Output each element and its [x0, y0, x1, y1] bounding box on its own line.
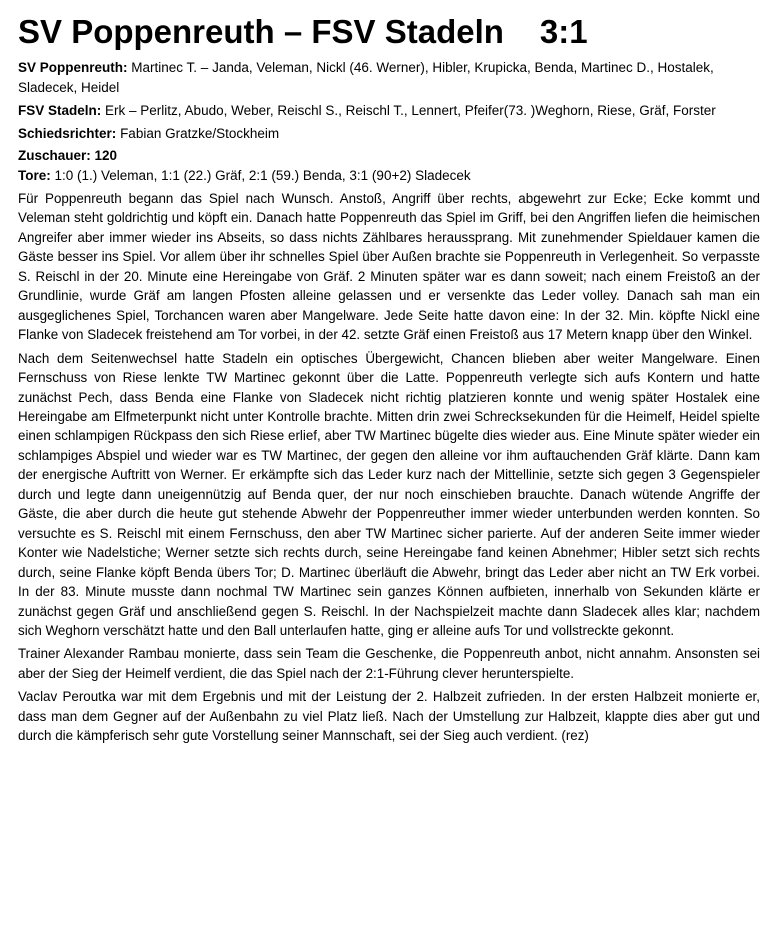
match-score: 3:1 [539, 13, 588, 50]
match-report-document [18, 6, 760, 746]
report-paragraph-2: Nach dem Seitenwechsel hatte Stadeln ein optisches Übergewicht, Chancen blieben aber weiter Mangelware. Einen Fernschuss von Riese lenkte TW Martinec gekonnt über die Latte. Poppenreuth verlegte sich aufs Kontern und hatte zunächst Pech, dass Benda eine Flanke von Sladecek nicht richtig platzieren konnte und wenig später Hostalek eine Hereingabe am Elfmeterpunkt nicht unter Kontrolle brachte. Mitten drin zwei Schrecksekunden für die Heimelf, Heidel spielte einen schlampigen Rückpass den sich Riese erlief, aber TW Martinec bügelte dies wieder aus. Eine Minute später wieder ein schlampiges Abspiel und wieder war es TW Martinec, der gegen den alleine vor ihm auftauchenden Gräf klärte. Dann kam der energische Auftritt von Werner. Er erkämpfte sich das Leder kurz nach der Mittellinie, setzte sich gegen 3 Gegenspieler durch und legte dann uneigennützig auf Benda quer, der nur noch einschieben brauchte. Danach wütende Angriffe der Gäste, die aber durch die heute gut stehende Abwehr der Poppenreuther immer wieder unterbunden werden konnten. So versuchte es S. Reischl mit einem Fernschuss, den aber TW Martinec sicher parierte. Auf der anderen Seite immer wieder Konter wie Nadelstiche; Werner setzte sich rechts durch, seine Hereingabe fand keinen Abnehmer; Hibler setzt sich rechts durch, seine Flanke köpft Benda übers Tor; D. Martinec überläuft die Abwehr, bringt das Leder aber nicht an TW Erk vorbei. In der 83. Minute musste dann nochmal TW Martinec sein ganzes Können aufbieten, innerhalb von Sekunden klärte er zunächst gegen Gräf und anschließend gegen S. Reischl. In der Nachspielzeit machte dann Sladecek alles klar; nachdem sich Weghorn verschätzt hatte und den Ball unterlaufen hatte, ging er alleine aufs Tor und vollstreckte gekonnt. [18, 350, 760, 638]
match-teams: SV Poppenreuth – FSV Stadeln [18, 13, 504, 50]
report-paragraph-1: Für Poppenreuth begann das Spiel nach Wunsch. Anstoß, Angriff über rechts, abgewehrt zur Ecke; Ecke kommt und Veleman steht goldrichtig und köpft ein. Danach hatte Poppenreuth das Spiel im Griff, bei den Angriffen liefen die heimischen Angreifer aber immer wieder ins Abseits, so dass nichts Zählbares heraussprang. Mit zunehmender Spieldauer kamen die Gäste besser ins Spiel. Vor allem über ihr schnelles Spiel über Außen brachte sie Poppenreuth in Verlegenheit. So verpasste S. Reischl in der 20. Minute eine Hereingabe von Gräf. 2 Minuten später war es dann soweit; nach einem Freistoß an der Grundlinie, wurde Gräf am langen Pfosten alleine gelassen und er versenkte das Leder volley. Danach sah man ein ausgeglichenes Spiel, Torchancen waren aber Mangelware. Jede Seite hatte davon eine: In der 32. Min. köpfte Nickl eine Flanke von Sladecek freistehend am Tor vorbei, in der 42. setzte Gräf einen Freistoß aus 17 Metern knapp über den Winkel. [18, 191, 760, 343]
match-title [18, 6, 760, 58]
home-lineup-label: SV Poppenreuth: [18, 60, 128, 75]
report-paragraph-4: Vaclav Peroutka war mit dem Ergebnis und mit der Leistung der 2. Halbzeit zufrieden. In der ersten Halbzeit monierte er, dass man dem Gegner auf der Außenbahn zu viel Platz ließ. Nach der Umstellung zur Halbzeit, klappte dies aber gut und durch die kämpferisch sehr gute Vorstellung seiner Mannschaft, sei der Sieg auch verdient. (rez) [18, 689, 760, 744]
away-lineup-label: FSV Stadeln: [18, 103, 102, 118]
referee-line [18, 124, 760, 144]
referee-value: Fabian Gratzke/Stockheim [120, 126, 280, 141]
report-paragraph-3: Trainer Alexander Rambau monierte, dass sein Team die Geschenke, die Poppenreuth anbot, nicht annahm. Ansonsten sei aber der Sieg der Heimelf verdient, die das Spiel nach der 2:1-Führung clever herunterspielte. [18, 646, 760, 681]
goals-label: Tore: [18, 168, 51, 183]
referee-label: Schiedsrichter: [18, 126, 117, 141]
spectators-label: Zuschauer: 120 [18, 148, 118, 163]
home-lineup-players: Martinec T. – Janda, Veleman, Nickl (46. Werner), Hibler, Krupicka, Benda, Martinec D., Hostalek, Sladecek, Heidel [18, 60, 714, 95]
goals-value: 1:0 (1.) Veleman, 1:1 (22.) Gräf, 2:1 (59.) Benda, 3:1 (90+2) Sladecek [54, 168, 471, 183]
goals-line [18, 166, 760, 186]
home-lineup [18, 58, 760, 98]
away-lineup-players: Erk – Perlitz, Abudo, Weber, Reischl S., Reischl T., Lennert, Pfeifer(73. )Weghorn, Riese, Gräf, Forster [105, 103, 716, 118]
away-lineup [18, 101, 760, 121]
spectators-line [18, 146, 760, 166]
